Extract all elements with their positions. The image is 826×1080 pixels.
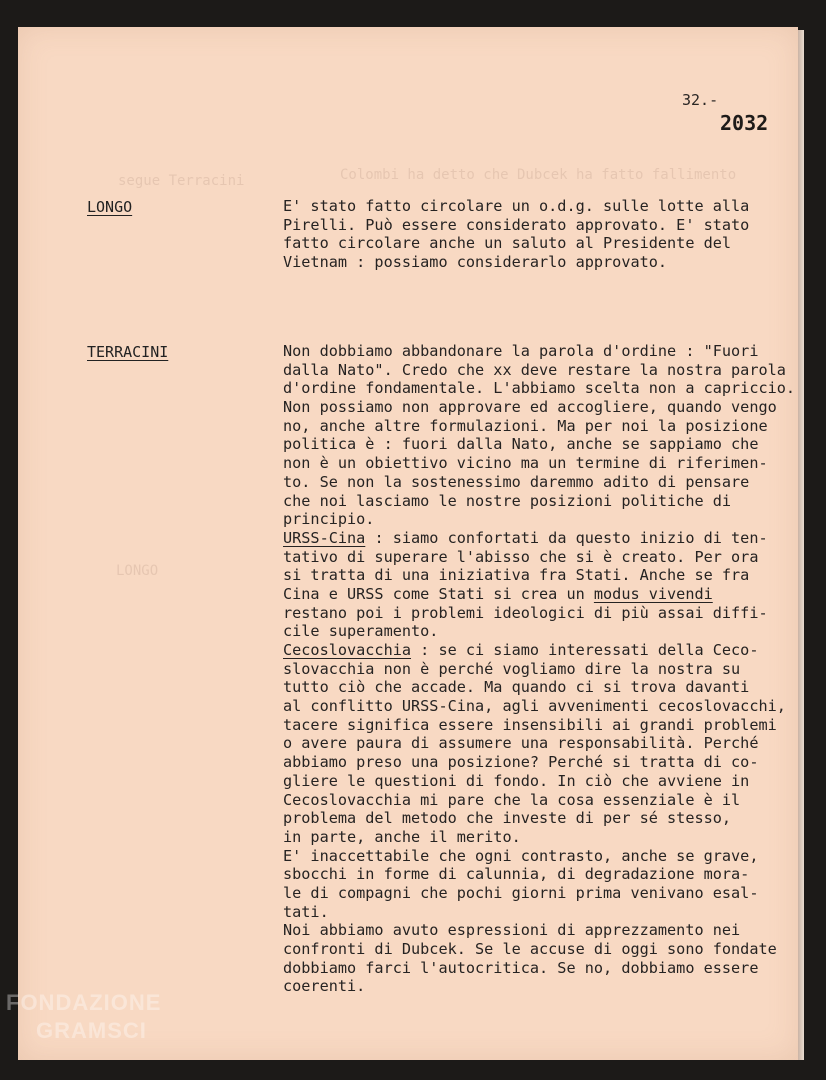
speech-line-text: : se ci siamo interessati della Ceco- bbox=[411, 641, 759, 659]
speech-line-text: : siamo confortati da questo inizio di ten- bbox=[365, 528, 768, 547]
speech-line: Non possiamo non approvare ed accogliere, quando vengo bbox=[283, 398, 777, 417]
page-number: 32.- bbox=[682, 91, 719, 109]
speech-line: confronti di Dubcek. Se le accuse di oggi sono fondate bbox=[283, 940, 777, 958]
speech-line: si tratta di una iniziativa fra Stati. Anche se fra bbox=[283, 566, 750, 585]
section-cecoslovacchia bbox=[283, 641, 803, 660]
speech-line: Pirelli. Può essere considerato approvato. E' stato bbox=[283, 215, 750, 234]
speech-line: al conflitto URSS-Cina, agli avvenimenti cecoslovacchi, bbox=[283, 697, 786, 716]
speaker-name-longo: LONGO bbox=[87, 198, 133, 216]
fondazione-gramsci-watermark bbox=[6, 990, 161, 1044]
speech-line: gliere le questioni di fondo. In ciò che avviene in bbox=[283, 771, 750, 790]
speech-line: coerenti. bbox=[283, 977, 366, 996]
speech-line: Vietnam : possiamo considerarlo approvato. bbox=[283, 253, 668, 272]
speech-line: sbocchi in forme di calunnia, di degradazione mora- bbox=[283, 865, 750, 884]
speech-line: principio. bbox=[283, 510, 375, 529]
watermark-line-2: GRAMSCI bbox=[36, 1018, 147, 1043]
speech-line: to. Se non la sostenessimo daremmo adito di pensare bbox=[283, 472, 750, 491]
speech-line: in parte, anche il merito. bbox=[283, 827, 521, 846]
speech-line: no, anche altre formulazioni. Ma per noi la posizione bbox=[283, 416, 768, 435]
speech-line: Non dobbiamo abbandonare la parola d'ordine : "Fuori bbox=[283, 342, 759, 360]
speech-line: che noi lasciamo le nostre posizioni politiche di bbox=[283, 491, 732, 510]
speech-line: dalla Nato". Credo che xx deve restare la nostra parola bbox=[283, 360, 786, 379]
bleed-through-speaker: segue Terracini bbox=[118, 173, 245, 189]
speech-line: d'ordine fondamentale. L'abbiamo scelta non a capriccio. bbox=[283, 379, 796, 398]
speech-line: tutto ciò che accade. Ma quando ci si trova davanti bbox=[283, 678, 750, 697]
speech-line: slovacchia non è perché vogliamo dire la nostra su bbox=[283, 659, 741, 678]
speech-line: E' inaccettabile che ogni contrasto, anche se grave, bbox=[283, 846, 759, 865]
document-page bbox=[18, 27, 798, 1060]
speech-line: dobbiamo farci l'autocritica. Se no, dobbiamo essere bbox=[283, 958, 759, 977]
speech-line: fatto circolare anche un saluto al Presidente del bbox=[283, 234, 732, 253]
modus-vivendi-underlined: modus vivendi bbox=[593, 584, 713, 603]
speech-line: tacere significa essere insensibili ai grandi problemi bbox=[283, 715, 777, 734]
speech-line: politica è : fuori dalla Nato, anche se sappiamo che bbox=[283, 435, 759, 454]
speech-line: problema del metodo che investe di per sé stesso, bbox=[283, 809, 732, 828]
section-heading-urss-cina: URSS-Cina bbox=[283, 528, 366, 547]
bleed-through-speaker-2: LONGO bbox=[116, 563, 159, 579]
speech-line: cile superamento. bbox=[283, 622, 439, 641]
speech-line: le di compagni che pochi giorni prima venivano esal- bbox=[283, 883, 759, 902]
section-urss-cina bbox=[283, 529, 803, 548]
speech-line: tati. bbox=[283, 902, 329, 921]
speech-line: o avere paura di assumere una responsabilità. Perché bbox=[283, 734, 759, 753]
archive-number: 2032 bbox=[720, 111, 769, 135]
speech-line: tativo di superare l'abisso che si è creato. Per ora bbox=[283, 547, 759, 566]
bleed-through-line: Colombi ha detto che Dubcek ha fatto fallimento bbox=[340, 167, 737, 183]
speech-line: Noi abbiamo avuto espressioni di apprezzamento nei bbox=[283, 921, 741, 940]
speech-line: restano poi i problemi ideologici di più assai diffi- bbox=[283, 603, 768, 622]
speech-block-longo bbox=[283, 197, 803, 272]
watermark-line-1: FONDAZIONE bbox=[6, 990, 162, 1015]
section-heading-cecoslovacchia: Cecoslovacchia bbox=[283, 641, 412, 659]
speech-line: abbiamo preso una posizione? Perché si tratta di co- bbox=[283, 753, 759, 772]
speaker-name-terracini: TERRACINI bbox=[87, 343, 169, 361]
speech-line-text: Cina e URSS come Stati si crea un bbox=[283, 584, 594, 603]
speech-line: E' stato fatto circolare un o.d.g. sulle lotte alla bbox=[283, 197, 750, 215]
speech-block-terracini bbox=[283, 342, 803, 996]
speech-line-modus bbox=[283, 585, 803, 604]
speech-line: non è un obiettivo vicino ma un termine di riferimen- bbox=[283, 454, 768, 473]
speech-line: Cecoslovacchia mi pare che la cosa essenziale è il bbox=[283, 790, 741, 809]
